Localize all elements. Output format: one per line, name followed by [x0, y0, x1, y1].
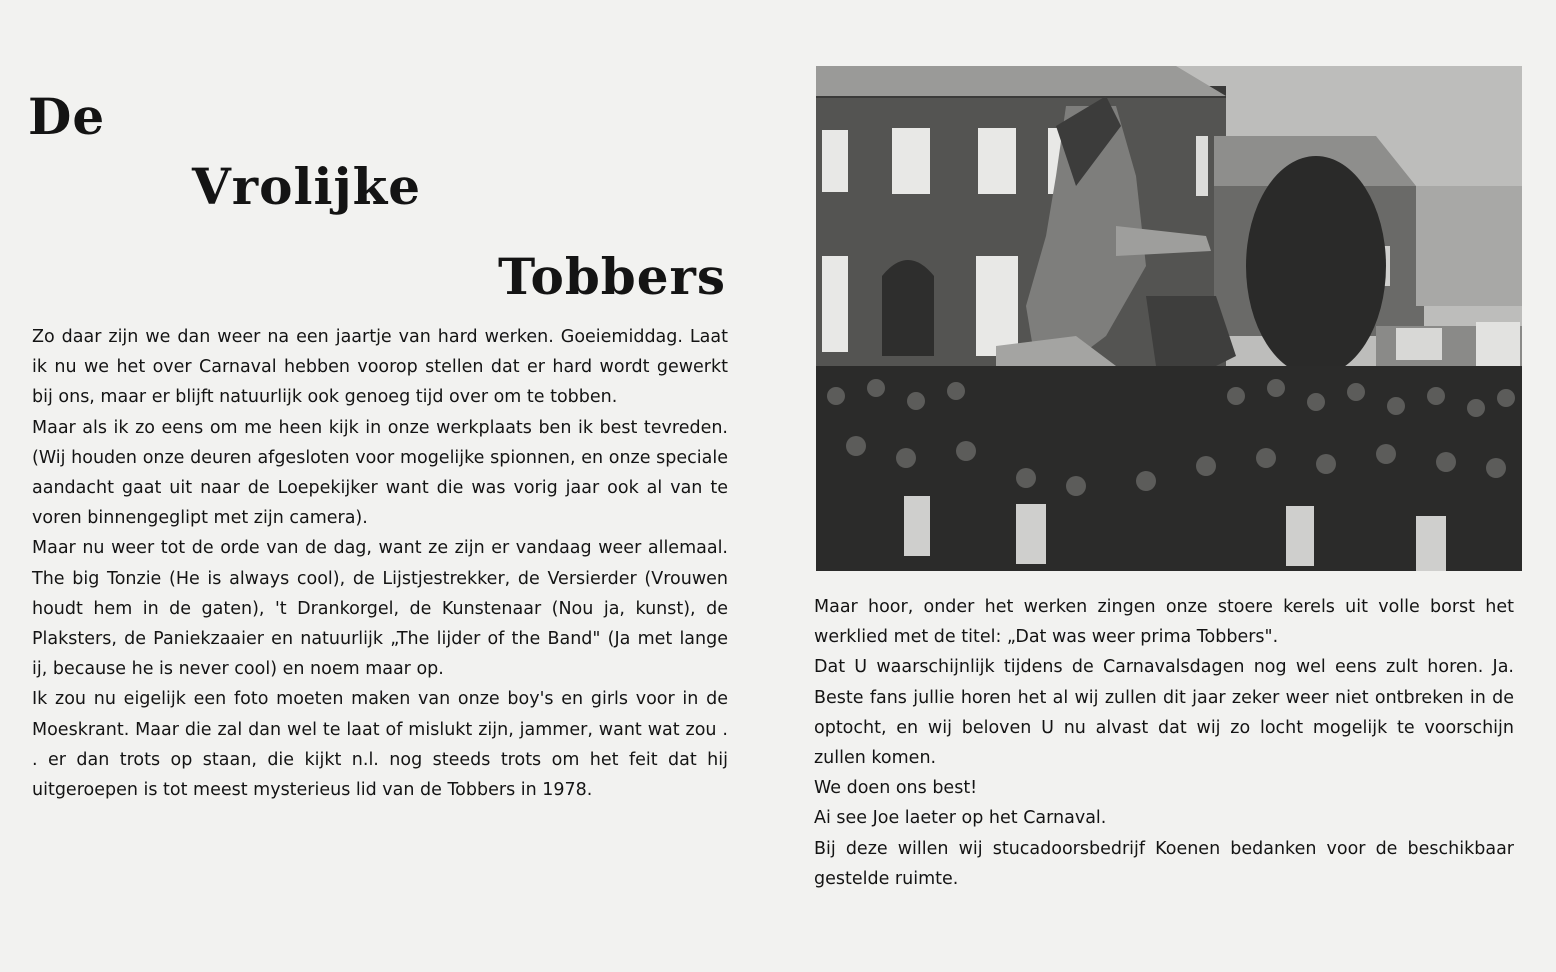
paragraph: Bij deze willen wij stucadoorsbedrijf Koenen bedanken voor de beschikbaar gestelde ruimte.	[814, 838, 1514, 889]
carnival-float-photo	[816, 66, 1522, 571]
title-line-2: Vrolijke	[192, 157, 422, 216]
paragraph: Dat U waarschijnlijk tijdens de Carnavalsdagen nog wel eens zult horen. Ja. Beste fans jullie horen het al wij zullen dit jaar zeker weer niet ontbreken in de optocht, en wij beloven U nu alvast dat wij zo locht mogelijk te voorschijn zullen komen.	[814, 657, 1514, 769]
paragraph: We doen ons best!	[814, 778, 978, 799]
left-text-column	[32, 322, 728, 805]
paragraph: Ai see Joe laeter op het Carnaval.	[814, 808, 1107, 829]
paragraph: Maar hoor, onder het werken zingen onze stoere kerels uit volle borst het werklied met de titel: „Dat was weer prima Tobbers".	[814, 597, 1514, 648]
paragraph: Maar nu weer tot de orde van de dag, want ze zijn er vandaag weer allemaal. The big Tonzie (He is always cool), de Lijstjestrekker, de Versierder (Vrouwen houdt hem in de gaten), 't Drankorgel, de Kunstenaar (Nou ja, kunst), de Plaksters, de Paniekzaaier en natuurlijk „The lijder of the Band" (Ja met lange ij, because he is never cool) en noem maar op.	[32, 538, 728, 680]
title-line-1: De	[28, 87, 106, 146]
right-text-column	[814, 592, 1514, 894]
title-line-3: Tobbers	[498, 247, 727, 306]
paragraph: Ik zou nu eigelijk een foto moeten maken van onze boy's en girls voor in de Moeskrant. Maar die zal dan wel te laat of mislukt zijn, jammer, want wat zou . . er dan trots op staan, die kijkt n.l. nog steeds trots om het feit dat hij uitgeroepen is tot meest mysterieus lid van de Tobbers in 1978.	[32, 689, 728, 801]
paragraph: Maar als ik zo eens om me heen kijk in onze werkplaats ben ik best tevreden. (Wij houden onze deuren afgesloten voor mogelijke spionnen, en onze speciale aandacht gaat uit naar de Loepekijker want die was vorig jaar ook al van te voren binnengeglipt met zijn camera).	[32, 417, 728, 529]
paragraph: Zo daar zijn we dan weer na een jaartje van hard werken. Goeiemiddag. Laat ik nu we het over Carnaval hebben voorop stellen dat er hard wordt gewerkt bij ons, maar er blijft natuurlijk ook genoeg tijd over om te tobben.	[32, 327, 728, 408]
